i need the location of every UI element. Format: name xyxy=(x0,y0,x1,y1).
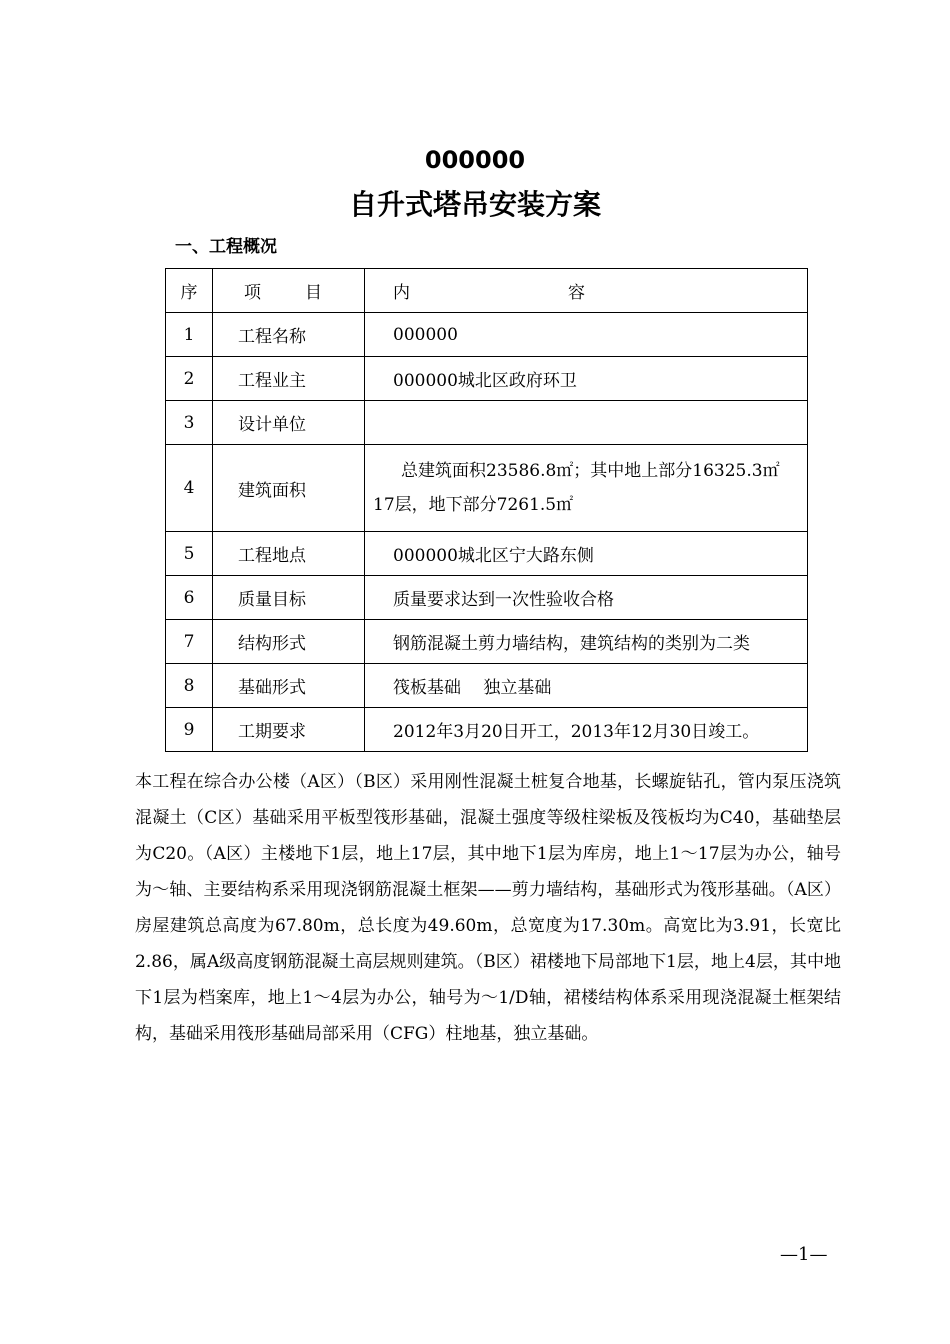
row-item: 工程名称 xyxy=(213,313,365,357)
row-content: 2012年3月20日开工，2013年12月30日竣工。 xyxy=(365,708,808,752)
row-seq: 5 xyxy=(166,532,213,576)
project-overview-table xyxy=(165,268,808,752)
building-area-text: 总建筑面积23586.8㎡；其中地上部分16325.3㎡17层，地下部分7261.5㎡ xyxy=(373,461,780,515)
table-row xyxy=(166,620,808,664)
row-item: 工程业主 xyxy=(213,357,365,401)
row-seq: 7 xyxy=(166,620,213,664)
header-seq: 序 xyxy=(166,269,213,313)
table-row xyxy=(166,313,808,357)
page-number: —1— xyxy=(780,1244,828,1265)
header-item xyxy=(213,269,365,313)
row-seq: 6 xyxy=(166,576,213,620)
row-content: 筏板基础 独立基础 xyxy=(365,664,808,708)
header-content-left: 内 xyxy=(393,283,410,303)
header-content xyxy=(365,269,808,313)
table-row xyxy=(166,708,808,752)
row-seq: 9 xyxy=(166,708,213,752)
row-item: 设计单位 xyxy=(213,401,365,445)
table-row xyxy=(166,664,808,708)
row-content: 000000城北区政府环卫 xyxy=(365,357,808,401)
row-content: 钢筋混凝土剪力墙结构，建筑结构的类别为二类 xyxy=(365,620,808,664)
row-content: 质量要求达到一次性验收合格 xyxy=(365,576,808,620)
table-row xyxy=(166,357,808,401)
row-item: 工程地点 xyxy=(213,532,365,576)
row-content: 000000城北区宁大路东侧 xyxy=(365,532,808,576)
table-row xyxy=(166,401,808,445)
table-row xyxy=(166,445,808,532)
row-seq: 2 xyxy=(166,357,213,401)
row-content: 000000 xyxy=(365,313,808,357)
header-item-right: 目 xyxy=(305,283,322,303)
document-code: 000000 xyxy=(424,146,526,174)
document-title: 自升式塔吊安装方案 xyxy=(348,188,601,221)
section-heading: 一、工程概况 xyxy=(175,237,277,257)
project-description-paragraph: 本工程在综合办公楼（A区）（B区）采用刚性混凝土桩复合地基，长螺旋钻孔，管内泵压浇筑混凝土（C区）基础采用平板型筏形基础，混凝土强度等级柱梁板及筏板均为C40，基础垫层为C20。（A区）主楼地下1层，地上17层，其中地下1层为库房，地上1～17层为办公，轴号为～轴、主要结构系采用现浇钢筋混凝土框架——剪力墙结构，基础形式为筏形基础。（A区）房屋建筑总高度为67.80m，总长度为49.60m，总宽度为17.30m。高宽比为3.91，长宽比2.86，属A级高度钢筋混凝土高层规则建筑。（B区）裙楼地下局部地下1层，地上4层，其中地下1层为档案库，地上1～4层为办公，轴号为～1/D轴，裙楼结构体系采用现浇混凝土框架结构，基础采用筏形基础局部采用（CFG）柱地基，独立基础。 xyxy=(135,772,841,1044)
table-row xyxy=(166,576,808,620)
row-seq: 1 xyxy=(166,313,213,357)
row-content xyxy=(365,445,808,532)
row-seq: 4 xyxy=(166,445,213,532)
row-item: 建筑面积 xyxy=(213,445,365,532)
row-item: 工期要求 xyxy=(213,708,365,752)
row-item: 质量目标 xyxy=(213,576,365,620)
row-item: 基础形式 xyxy=(213,664,365,708)
table-row xyxy=(166,532,808,576)
row-item: 结构形式 xyxy=(213,620,365,664)
table-header-row xyxy=(166,269,808,313)
header-item-left: 项 xyxy=(244,283,261,303)
row-seq: 8 xyxy=(166,664,213,708)
row-content xyxy=(365,401,808,445)
row-seq: 3 xyxy=(166,401,213,445)
header-content-right: 容 xyxy=(568,283,585,303)
